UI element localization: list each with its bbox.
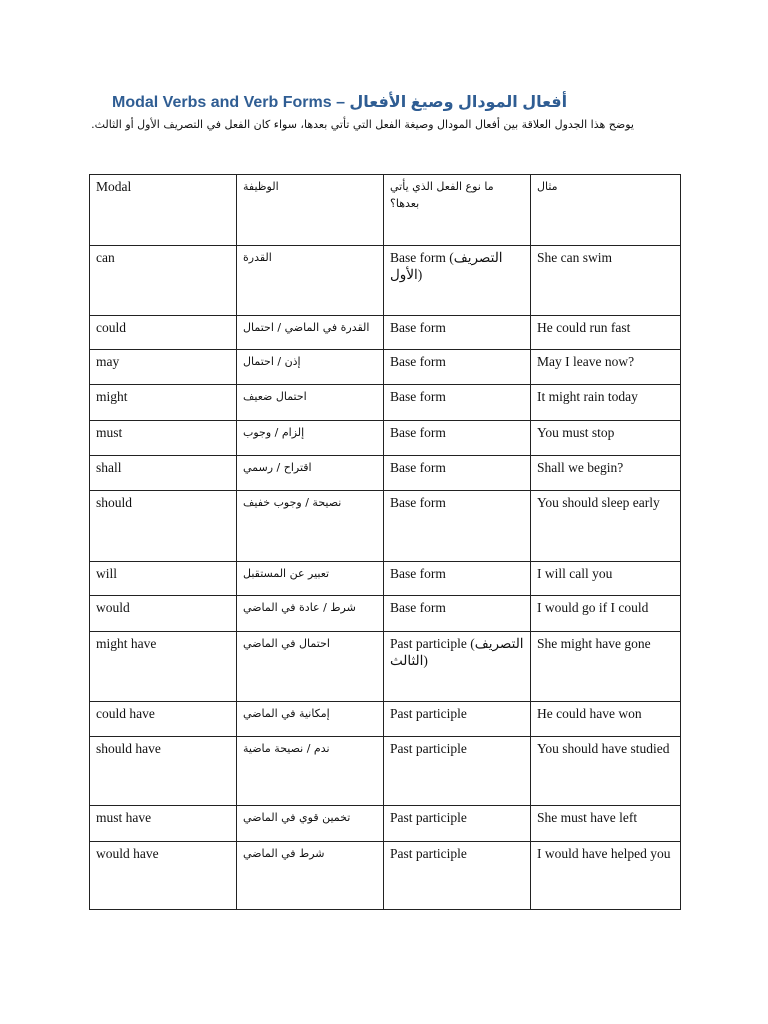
modal-cell: may [90, 350, 237, 385]
function-cell: شرط في الماضي [237, 842, 384, 910]
verb-type-cell: Base form [384, 562, 531, 596]
verb-type-cell: Past participle (التصريف الثالث) [384, 632, 531, 702]
table-row [90, 385, 681, 421]
modal-cell: could have [90, 702, 237, 737]
modal-verbs-table [89, 174, 681, 910]
example-cell: You must stop [531, 421, 681, 456]
table-row [90, 806, 681, 842]
example-cell: She must have left [531, 806, 681, 842]
table-row [90, 702, 681, 737]
function-cell: اقتراح / رسمي [237, 456, 384, 491]
table-row [90, 456, 681, 491]
example-cell: May I leave now? [531, 350, 681, 385]
example-cell: Shall we begin? [531, 456, 681, 491]
function-cell: احتمال ضعيف [237, 385, 384, 421]
modal-cell: must [90, 421, 237, 456]
function-cell: نصيحة / وجوب خفيف [237, 491, 384, 562]
modal-cell: must have [90, 806, 237, 842]
modal-cell: can [90, 246, 237, 316]
table-row [90, 491, 681, 562]
table-row [90, 596, 681, 632]
table-row [90, 842, 681, 910]
table-row [90, 632, 681, 702]
modal-cell: shall [90, 456, 237, 491]
example-cell: I would go if I could [531, 596, 681, 632]
modal-cell: would have [90, 842, 237, 910]
modal-cell: will [90, 562, 237, 596]
table-header-row [90, 175, 681, 246]
table-row [90, 246, 681, 316]
function-cell: إمكانية في الماضي [237, 702, 384, 737]
example-cell: He could run fast [531, 316, 681, 350]
modal-cell: could [90, 316, 237, 350]
verb-type-cell: Base form [384, 491, 531, 562]
function-cell: القدرة في الماضي / احتمال [237, 316, 384, 350]
function-cell: احتمال في الماضي [237, 632, 384, 702]
page-title: Modal Verbs and Verb Forms – أفعال المودال وصيغ الأفعال [112, 94, 568, 111]
example-cell: She can swim [531, 246, 681, 316]
function-cell: تخمين قوي في الماضي [237, 806, 384, 842]
modal-cell: would [90, 596, 237, 632]
verb-type-cell: Base form [384, 456, 531, 491]
function-cell: إذن / احتمال [237, 350, 384, 385]
modal-cell: might have [90, 632, 237, 702]
example-cell: It might rain today [531, 385, 681, 421]
example-cell: She might have gone [531, 632, 681, 702]
verb-type-cell: Base form [384, 596, 531, 632]
verb-type-cell: Base form [384, 385, 531, 421]
header-function: الوظيفة [237, 175, 384, 246]
function-cell: تعبير عن المستقبل [237, 562, 384, 596]
table-row [90, 316, 681, 350]
modal-cell: should have [90, 737, 237, 806]
verb-type-cell: Base form (التصريف الأول) [384, 246, 531, 316]
header-example: مثال [531, 175, 681, 246]
page-subtitle: يوضح هذا الجدول العلاقة بين أفعال المودال وصيغة الفعل التي تأتي بعدها، سواء كان الفعل في التصريف الأول أو الثالث. [91, 118, 634, 131]
example-cell: I will call you [531, 562, 681, 596]
verb-type-cell: Base form [384, 350, 531, 385]
modal-cell: should [90, 491, 237, 562]
modal-cell: might [90, 385, 237, 421]
example-cell: I would have helped you [531, 842, 681, 910]
verb-type-cell: Base form [384, 421, 531, 456]
function-cell: شرط / عادة في الماضي [237, 596, 384, 632]
table-row [90, 421, 681, 456]
verb-type-cell: Past participle [384, 737, 531, 806]
header-verb-type: ما نوع الفعل الذي يأتي بعدها؟ [384, 175, 531, 246]
example-cell: You should have studied [531, 737, 681, 806]
table-row [90, 562, 681, 596]
header-modal: Modal [90, 175, 237, 246]
verb-type-cell: Base form [384, 316, 531, 350]
function-cell: القدرة [237, 246, 384, 316]
example-cell: You should sleep early [531, 491, 681, 562]
table-row [90, 350, 681, 385]
function-cell: إلزام / وجوب [237, 421, 384, 456]
example-cell: He could have won [531, 702, 681, 737]
table-row [90, 737, 681, 806]
verb-type-cell: Past participle [384, 702, 531, 737]
function-cell: ندم / نصيحة ماضية [237, 737, 384, 806]
verb-type-cell: Past participle [384, 806, 531, 842]
verb-type-cell: Past participle [384, 842, 531, 910]
